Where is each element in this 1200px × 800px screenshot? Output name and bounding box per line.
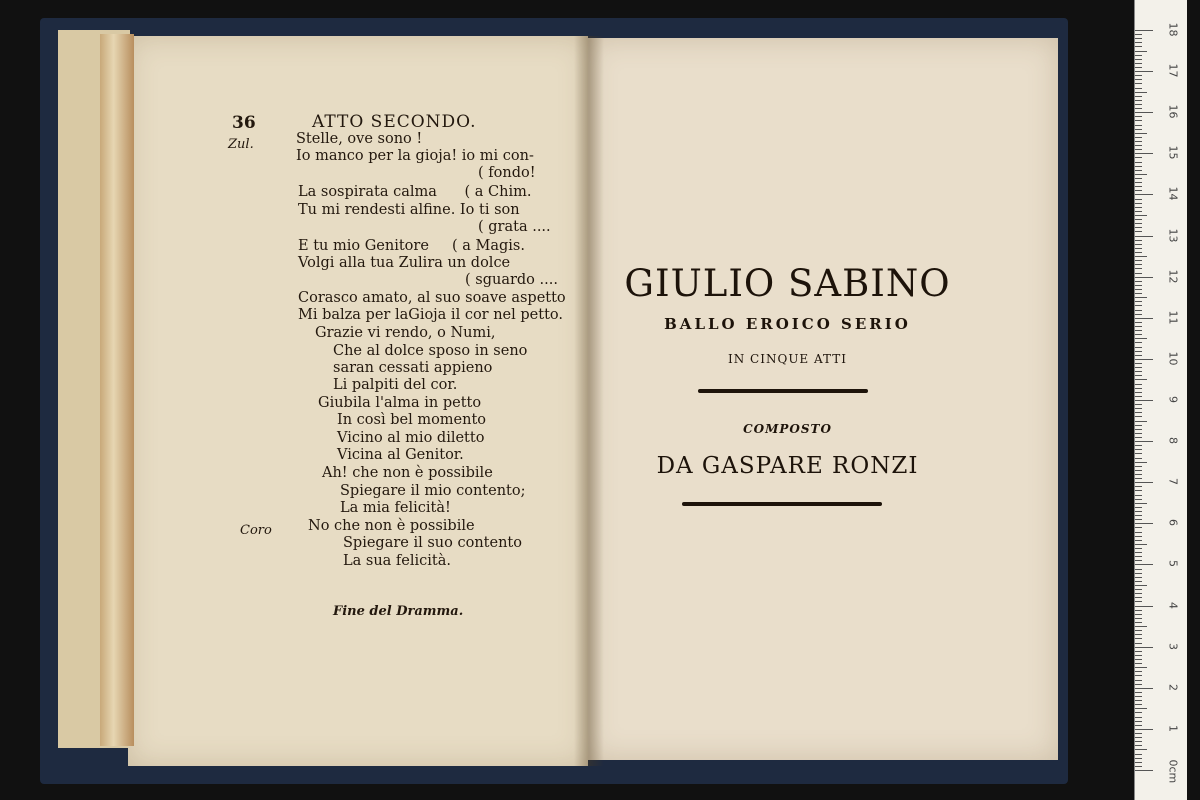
- ruler-tick: [1135, 511, 1142, 512]
- ruler-tick: [1135, 762, 1142, 763]
- ruler-tick: [1135, 75, 1142, 76]
- ruler-label: 18: [1166, 22, 1180, 37]
- ruler-tick: [1135, 433, 1142, 434]
- ruler-tick: [1135, 700, 1142, 701]
- ruler-tick: [1135, 96, 1142, 97]
- ruler-tick: [1135, 733, 1142, 734]
- ruler-tick: [1135, 704, 1142, 705]
- verse-line: Spiegare il mio contento;: [340, 483, 526, 499]
- ruler-tick: [1135, 108, 1142, 109]
- ruler-tick: [1135, 30, 1153, 31]
- ruler-tick: [1135, 470, 1142, 471]
- verse-line: No che non è possibile: [308, 518, 475, 534]
- ruler-tick: [1135, 626, 1147, 627]
- ruler-tick: [1135, 330, 1142, 331]
- ruler-tick: [1135, 651, 1142, 652]
- ruler-tick: [1135, 363, 1142, 364]
- ruler-tick: [1135, 745, 1142, 746]
- ruler-tick: [1135, 46, 1142, 47]
- ruler-label: 1: [1166, 724, 1180, 732]
- ruler-tick: [1135, 503, 1147, 504]
- ruler-tick: [1135, 326, 1142, 327]
- ruler-tick: [1135, 725, 1142, 726]
- ruler-tick: [1135, 116, 1142, 117]
- ruler-tick: [1135, 507, 1142, 508]
- ruler-tick: [1135, 100, 1142, 101]
- ruler-tick: [1135, 227, 1142, 228]
- verse-line: Corasco amato, al suo soave aspetto: [298, 290, 566, 306]
- ruler-tick: [1135, 581, 1142, 582]
- ruler-tick: [1135, 663, 1142, 664]
- ruler-tick: [1135, 145, 1142, 146]
- work-subtitle: BALLO EROICO SERIO: [664, 315, 911, 333]
- ruler-tick: [1135, 741, 1142, 742]
- ruler-tick: [1135, 618, 1142, 619]
- ruler-tick: [1135, 688, 1153, 689]
- verse-line: La sospirata calma ( a Chim.: [298, 184, 532, 200]
- ruler-tick: [1135, 293, 1142, 294]
- ruler-label: 2: [1166, 683, 1180, 691]
- ruler-tick: [1135, 379, 1147, 380]
- speaker-zul: Zul.: [228, 137, 254, 152]
- verse-line: Volgi alla tua Zulira un dolce: [298, 255, 511, 271]
- ruler-tick: [1135, 729, 1153, 730]
- ruler-tick: [1135, 322, 1142, 323]
- ruler-tick: [1135, 437, 1142, 438]
- ruler-tick: [1135, 285, 1142, 286]
- ruler-tick: [1135, 478, 1142, 479]
- ruler-tick: [1135, 659, 1142, 660]
- ruler-tick: [1135, 536, 1142, 537]
- verse-line: Vicina al Genitor.: [337, 447, 464, 463]
- ruler-tick: [1135, 244, 1142, 245]
- ruler-tick: [1135, 34, 1142, 35]
- ruler-tick: [1135, 63, 1142, 64]
- ruler-tick: [1135, 162, 1142, 163]
- ruler-label: 14: [1166, 186, 1180, 201]
- ruler-tick: [1135, 515, 1142, 516]
- ruler-tick: [1135, 441, 1153, 442]
- ruler-tick: [1135, 297, 1147, 298]
- ruler-label: 15: [1166, 145, 1180, 160]
- ruler-label: 16: [1166, 104, 1180, 119]
- ruler-label: 12: [1166, 269, 1180, 284]
- ornamental-rule: [698, 389, 868, 393]
- verse-line: Che al dolce sposo in seno: [333, 343, 528, 359]
- ruler-tick: [1135, 560, 1142, 561]
- ruler-label: 3: [1166, 642, 1180, 650]
- ruler-tick: [1135, 445, 1142, 446]
- ruler-tick: [1135, 359, 1153, 360]
- ruler-tick: [1135, 421, 1147, 422]
- work-title: GIULIO SABINO: [624, 262, 951, 305]
- ruler-tick: [1135, 281, 1142, 282]
- ruler-tick: [1135, 174, 1147, 175]
- ruler-tick: [1135, 408, 1142, 409]
- ruler-tick: [1135, 310, 1142, 311]
- ruler-tick: [1135, 88, 1142, 89]
- ruler-tick: [1135, 264, 1142, 265]
- ruler-tick: [1135, 458, 1142, 459]
- ruler-tick: [1135, 593, 1142, 594]
- ruler-tick: [1135, 638, 1142, 639]
- ruler-tick: [1135, 770, 1153, 771]
- ruler-tick: [1135, 552, 1142, 553]
- ruler-tick: [1135, 717, 1142, 718]
- ruler-tick: [1135, 684, 1142, 685]
- ruler-tick: [1135, 675, 1142, 676]
- ruler-tick: [1135, 355, 1142, 356]
- verse-line: Grazie vi rendo, o Numi,: [315, 325, 496, 341]
- ruler-tick: [1135, 219, 1142, 220]
- ruler-tick: [1135, 170, 1142, 171]
- ruler-tick: [1135, 606, 1153, 607]
- ruler-tick: [1135, 334, 1142, 335]
- ruler-label: 7: [1166, 478, 1180, 486]
- ruler-tick: [1135, 318, 1153, 319]
- ruler-tick: [1135, 429, 1142, 430]
- speaker-coro: Coro: [240, 523, 272, 538]
- ruler-tick: [1135, 634, 1142, 635]
- ruler-tick: [1135, 55, 1142, 56]
- verse-line: Ah! che non è possibile: [322, 465, 493, 481]
- ruler-tick: [1135, 104, 1142, 105]
- end-note: Fine del Dramma.: [333, 604, 464, 619]
- ruler-tick: [1135, 601, 1142, 602]
- ruler-tick: [1135, 223, 1142, 224]
- ruler-tick: [1135, 708, 1147, 709]
- ruler-tick: [1135, 396, 1142, 397]
- ruler-tick: [1135, 532, 1142, 533]
- ruler-tick: [1135, 758, 1142, 759]
- running-head: ATTO SECONDO.: [312, 112, 477, 132]
- verse-line: ( grata ....: [478, 219, 551, 235]
- ruler-tick: [1135, 273, 1142, 274]
- author-line: DA GASPARE RONZI: [656, 453, 919, 479]
- ruler-tick: [1135, 215, 1147, 216]
- composed-label: COMPOSTO: [743, 422, 832, 436]
- ruler-tick: [1135, 425, 1142, 426]
- page-number: 36: [232, 113, 256, 133]
- ruler-tick: [1135, 614, 1142, 615]
- ruler-tick: [1135, 301, 1142, 302]
- ruler-tick: [1135, 182, 1142, 183]
- ruler-tick: [1135, 207, 1142, 208]
- ruler-tick: [1135, 42, 1142, 43]
- verse-line: In così bel momento: [337, 412, 487, 428]
- ruler-tick: [1135, 754, 1142, 755]
- verse-line: saran cessati appieno: [333, 360, 493, 376]
- ruler-tick: [1135, 449, 1142, 450]
- verse-line: ( fondo!: [478, 165, 536, 181]
- ruler-tick: [1135, 157, 1142, 158]
- page-edges: [100, 34, 134, 746]
- verse-line: La mia felicità!: [340, 500, 451, 516]
- ruler-tick: [1135, 71, 1153, 72]
- ruler-tick: [1135, 79, 1142, 80]
- ruler-label: 11: [1166, 310, 1180, 325]
- measurement-ruler: [1134, 0, 1187, 800]
- ruler-tick: [1135, 92, 1147, 93]
- ruler-tick: [1135, 573, 1142, 574]
- verse-line: Io manco per la gioja! io mi con-: [296, 148, 534, 164]
- ruler-label: 5: [1166, 560, 1180, 568]
- ruler-tick: [1135, 548, 1142, 549]
- ruler-tick: [1135, 453, 1142, 454]
- ruler-tick: [1135, 490, 1142, 491]
- ruler-tick: [1135, 721, 1142, 722]
- ruler-label: 4: [1166, 601, 1180, 609]
- ruler-tick: [1135, 194, 1153, 195]
- ruler-tick: [1135, 564, 1153, 565]
- ruler-tick: [1135, 133, 1147, 134]
- verse-line: Spiegare il suo contento: [343, 535, 522, 551]
- ruler-label: 17: [1166, 63, 1180, 78]
- ruler-tick: [1135, 486, 1142, 487]
- verse-line: Vicino al mio diletto: [337, 430, 485, 446]
- ruler-tick: [1135, 692, 1142, 693]
- ruler-tick: [1135, 737, 1142, 738]
- ruler-tick: [1135, 367, 1142, 368]
- ruler-tick: [1135, 236, 1153, 237]
- ruler-tick: [1135, 519, 1142, 520]
- ruler-tick: [1135, 289, 1142, 290]
- verse-line: Stelle, ove sono !: [296, 131, 423, 147]
- ruler-tick: [1135, 375, 1142, 376]
- ruler-tick: [1135, 647, 1153, 648]
- ruler-tick: [1135, 462, 1147, 463]
- ruler-tick: [1135, 186, 1142, 187]
- ruler-tick: [1135, 211, 1142, 212]
- ruler-tick: [1135, 544, 1147, 545]
- ruler-tick: [1135, 67, 1142, 68]
- ruler-tick: [1135, 256, 1147, 257]
- ruler-tick: [1135, 388, 1142, 389]
- ruler-tick: [1135, 252, 1142, 253]
- ruler-label: 13: [1166, 228, 1180, 243]
- ruler-tick: [1135, 766, 1142, 767]
- ruler-tick: [1135, 466, 1142, 467]
- ruler-label: 9: [1166, 396, 1180, 403]
- ruler-tick: [1135, 59, 1142, 60]
- ruler-tick: [1135, 371, 1142, 372]
- ruler-tick: [1135, 412, 1142, 413]
- ruler-tick: [1135, 112, 1153, 113]
- ruler-tick: [1135, 190, 1142, 191]
- ruler-tick: [1135, 589, 1142, 590]
- ruler-tick: [1135, 712, 1142, 713]
- verse-line: Li palpiti del cor.: [333, 377, 458, 393]
- ruler-tick: [1135, 392, 1142, 393]
- ruler-tick: [1135, 495, 1142, 496]
- ruler-tick: [1135, 630, 1142, 631]
- ruler-tick: [1135, 351, 1142, 352]
- ruler-tick: [1135, 166, 1142, 167]
- ruler-label: 6: [1166, 519, 1180, 527]
- ruler-tick: [1135, 347, 1142, 348]
- ruler-tick: [1135, 125, 1142, 126]
- ruler-tick: [1135, 667, 1147, 668]
- right-page: [588, 38, 1058, 760]
- ruler-tick: [1135, 141, 1142, 142]
- ruler-tick: [1135, 137, 1142, 138]
- ruler-tick: [1135, 384, 1142, 385]
- ruler-tick: [1135, 338, 1147, 339]
- ruler-tick: [1135, 38, 1142, 39]
- ruler-label: 10: [1166, 351, 1180, 366]
- ruler-tick: [1135, 540, 1142, 541]
- ruler-tick: [1135, 153, 1153, 154]
- ruler-tick: [1135, 51, 1147, 52]
- ruler-tick: [1135, 248, 1142, 249]
- ornamental-rule: [682, 502, 882, 506]
- ruler-tick: [1135, 610, 1142, 611]
- ruler-tick: [1135, 305, 1142, 306]
- book-gutter: [574, 36, 604, 766]
- verse-line: Mi balza per laGioja il cor nel petto.: [298, 307, 563, 323]
- ruler-tick: [1135, 400, 1153, 401]
- ruler-tick: [1135, 199, 1142, 200]
- ruler-tick: [1135, 696, 1142, 697]
- acts-line: IN CINQUE ATTI: [728, 352, 847, 366]
- ruler-tick: [1135, 622, 1142, 623]
- ruler-tick: [1135, 268, 1142, 269]
- ruler-tick: [1135, 597, 1142, 598]
- ruler-tick: [1135, 404, 1142, 405]
- ruler-tick: [1135, 643, 1142, 644]
- ruler-tick: [1135, 585, 1147, 586]
- ruler-tick: [1135, 314, 1142, 315]
- ruler-tick: [1135, 342, 1142, 343]
- ruler-tick: [1135, 474, 1142, 475]
- ruler-tick: [1135, 569, 1142, 570]
- ruler-tick: [1135, 482, 1153, 483]
- ruler-tick: [1135, 671, 1142, 672]
- ruler-tick: [1135, 178, 1142, 179]
- ruler-tick: [1135, 749, 1147, 750]
- ruler-tick: [1135, 260, 1142, 261]
- ruler-tick: [1135, 499, 1142, 500]
- ruler-tick: [1135, 527, 1142, 528]
- ruler-tick: [1135, 416, 1142, 417]
- ruler-tick: [1135, 577, 1142, 578]
- ruler-tick: [1135, 231, 1142, 232]
- ruler-tick: [1135, 203, 1142, 204]
- verse-line: Giubila l'alma in petto: [318, 395, 482, 411]
- ruler-tick: [1135, 149, 1142, 150]
- ruler-label: 8: [1166, 437, 1180, 445]
- ruler-tick: [1135, 120, 1142, 121]
- ruler-tick: [1135, 129, 1142, 130]
- ruler-tick: [1135, 277, 1153, 278]
- verse-line: ( sguardo ....: [465, 272, 558, 288]
- verse-line: Tu mi rendesti alfine. Io ti son: [298, 202, 520, 218]
- ruler-tick: [1135, 523, 1153, 524]
- ruler-tick: [1135, 655, 1142, 656]
- ruler-tick: [1135, 240, 1142, 241]
- ruler-label: 0cm: [1166, 759, 1180, 784]
- verse-line: E tu mio Genitore ( a Magis.: [298, 238, 525, 254]
- ruler-tick: [1135, 556, 1142, 557]
- ruler-tick: [1135, 680, 1142, 681]
- verse-line: La sua felicità.: [343, 553, 451, 569]
- ruler-tick: [1135, 83, 1142, 84]
